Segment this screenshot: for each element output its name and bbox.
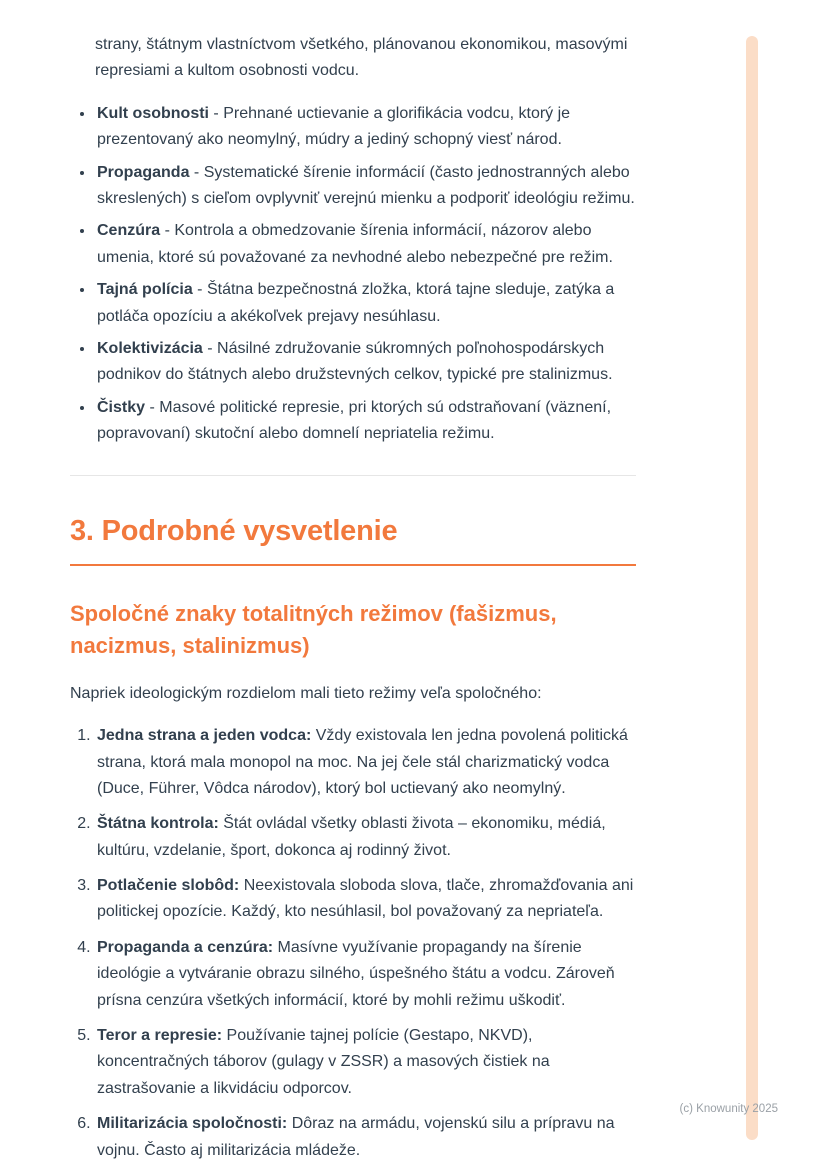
page-edge-stripe (746, 36, 758, 1140)
point-desc: Používanie tajnej polície (Gestapo, NKVD), koncentračných táborov (gulagy v ZSSR) a masových čistiek na zastrašovanie a likvidáciu odporcov. (97, 1027, 550, 1097)
list-item (95, 811, 636, 864)
point-desc: Neexistovala sloboda slova, tlače, zhromažďovania ani politickej opozície. Každý, kto nesúhlasil, bol považovaný za nepriateľa. (97, 877, 634, 921)
term-name: Kolektivizácia (97, 339, 203, 357)
point-label: Potlačenie slobôd: (97, 877, 240, 895)
term-desc: - Násilné združovanie súkromných poľnohospodárskych podnikov do štátnych alebo družstevných celkov, typické pre stalinizmus. (97, 339, 613, 384)
point-desc: Vždy existovala len jedna povolená politická strana, ktorá mala monopol na moc. Na jej čele stál charizmatický vodca (Duce, Führer, Vôdca národov), ktorý bol uctievaný ako neomylný. (97, 727, 628, 797)
list-item (95, 1023, 636, 1102)
list-item (95, 277, 636, 330)
subsection-title: Spoločné znaky totalitných režimov (fašizmus, nacizmus, stalinizmus) (70, 601, 557, 658)
point-desc: Dôraz na armádu, vojenskú silu a prípravu na vojnu. Často aj militarizácia mládeže. (97, 1115, 615, 1159)
list-item (95, 218, 636, 271)
section-title-underline (70, 564, 636, 566)
lead-paragraph: Napriek ideologickým rozdielom mali tieto režimy veľa spoločného: (70, 684, 542, 702)
point-label: Militarizácia spoločnosti: (97, 1115, 288, 1133)
point-desc: Masívne využívanie propagandy na šírenie ideológie a vytváranie obrazu silného, úspešného štátu a vodcu. Zároveň prísna cenzúra všetkých informácií, ktoré by mohli režimu uškodiť. (97, 938, 615, 1009)
point-label: Teror a represie: (97, 1027, 223, 1045)
point-desc: Štát ovládal všetky oblasti života – ekonomiku, médiá, kultúru, vzdelanie, šport, dokonca aj rodinný život. (97, 815, 606, 859)
list-item (95, 935, 636, 1014)
terms-list (70, 101, 636, 448)
term-name: Tajná polícia (97, 281, 193, 299)
section-title: 3. Podrobné vysvetlenie (70, 515, 398, 548)
list-item (95, 395, 636, 448)
list-item (95, 160, 636, 213)
term-name: Čistky (97, 398, 146, 416)
term-name: Cenzúra (97, 222, 161, 240)
intro-paragraph: strany, štátnym vlastníctvom všetkého, plánovanou ekonomikou, masovými represiami a kultom osobnosti vodcu. (95, 36, 628, 80)
point-label: Štátna kontrola: (97, 815, 219, 833)
term-name: Propaganda (97, 163, 190, 181)
term-name: Kult osobnosti (97, 104, 209, 122)
term-desc: - Masové politické represie, pri ktorých sú odstraňovaní (väznení, popravovaní) skutoční alebo domnelí nepriatelia režimu. (97, 398, 612, 443)
section-divider (70, 475, 636, 476)
term-desc: - Systematické šírenie informácií (často jednostranných alebo skreslených) s cieľom ovplyvniť verejnú mienku a podporiť ideológiu režimu. (97, 163, 635, 207)
copyright-footer: (c) Knowunity 2025 (679, 1103, 778, 1116)
document-content (70, 32, 636, 1173)
point-label: Propaganda a cenzúra: (97, 938, 274, 956)
term-desc: - Štátna bezpečnostná zložka, ktorá tajne sleduje, zatýka a potláča opozíciu a akékoľvek prejavy nesúhlasu. (97, 281, 615, 325)
list-item (95, 101, 636, 154)
list-item (95, 336, 636, 389)
list-item (95, 723, 636, 802)
point-label: Jedna strana a jeden vodca: (97, 727, 312, 745)
list-item (95, 873, 636, 926)
list-item (95, 1111, 636, 1164)
term-desc: - Kontrola a obmedzovanie šírenia informácií, názorov alebo umenia, ktoré sú považované za nevhodné alebo nebezpečné pre režim. (97, 222, 613, 266)
points-list (70, 723, 636, 1164)
term-desc: - Prehnané uctievanie a glorifikácia vodcu, ktorý je prezentovaný ako neomylný, múdry a jediný schopný viesť národ. (97, 104, 571, 149)
